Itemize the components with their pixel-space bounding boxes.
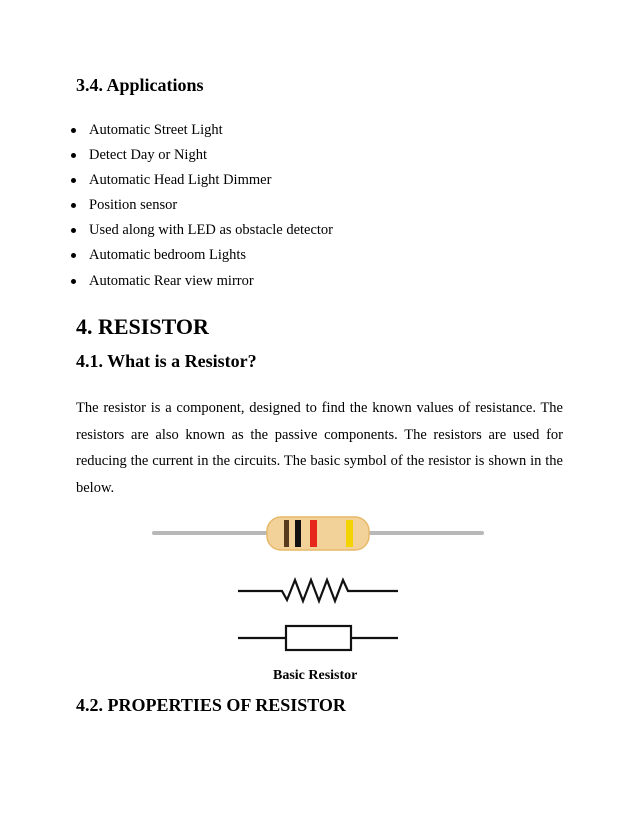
list-item: Automatic Street Light <box>60 119 333 144</box>
section-heading-what-is-resistor: 4.1. What is a Resistor? <box>76 351 257 371</box>
list-item: Automatic Head Light Dimmer <box>60 169 333 194</box>
resistor-illustration <box>150 510 490 660</box>
bullet-icon <box>71 228 76 233</box>
resistor-component-icon <box>154 517 482 550</box>
bullet-icon <box>71 253 76 258</box>
list-item: Automatic bedroom Lights <box>60 244 333 269</box>
list-item: Position sensor <box>60 194 333 219</box>
resistor-description: The resistor is a component, designed to find the known values of resistance. The resistors are also known as the passive components. The resistors are used for reducing the current in the circuits. The basic symbol of the resistor is shown in the below. <box>76 400 563 496</box>
bullet-icon <box>71 279 76 284</box>
bullet-icon <box>71 203 76 208</box>
list-item: Automatic Rear view mirror <box>60 270 333 295</box>
section-heading-properties: 4.2. PROPERTIES OF RESISTOR <box>76 695 346 715</box>
list-item: Detect Day or Night <box>60 144 333 169</box>
bullet-icon <box>71 178 76 183</box>
applications-list <box>60 119 333 295</box>
resistor-zigzag-symbol-icon <box>238 580 398 601</box>
resistor-box-symbol-icon <box>238 626 398 650</box>
bullet-icon <box>71 153 76 158</box>
bullet-icon <box>71 128 76 133</box>
section-heading-applications: 3.4. Applications <box>76 75 204 95</box>
list-item: Used along with LED as obstacle detector <box>60 219 333 244</box>
resistor-figure <box>150 510 490 660</box>
chapter-heading-resistor: 4. RESISTOR <box>76 314 209 339</box>
figure-caption: Basic Resistor <box>273 668 358 683</box>
